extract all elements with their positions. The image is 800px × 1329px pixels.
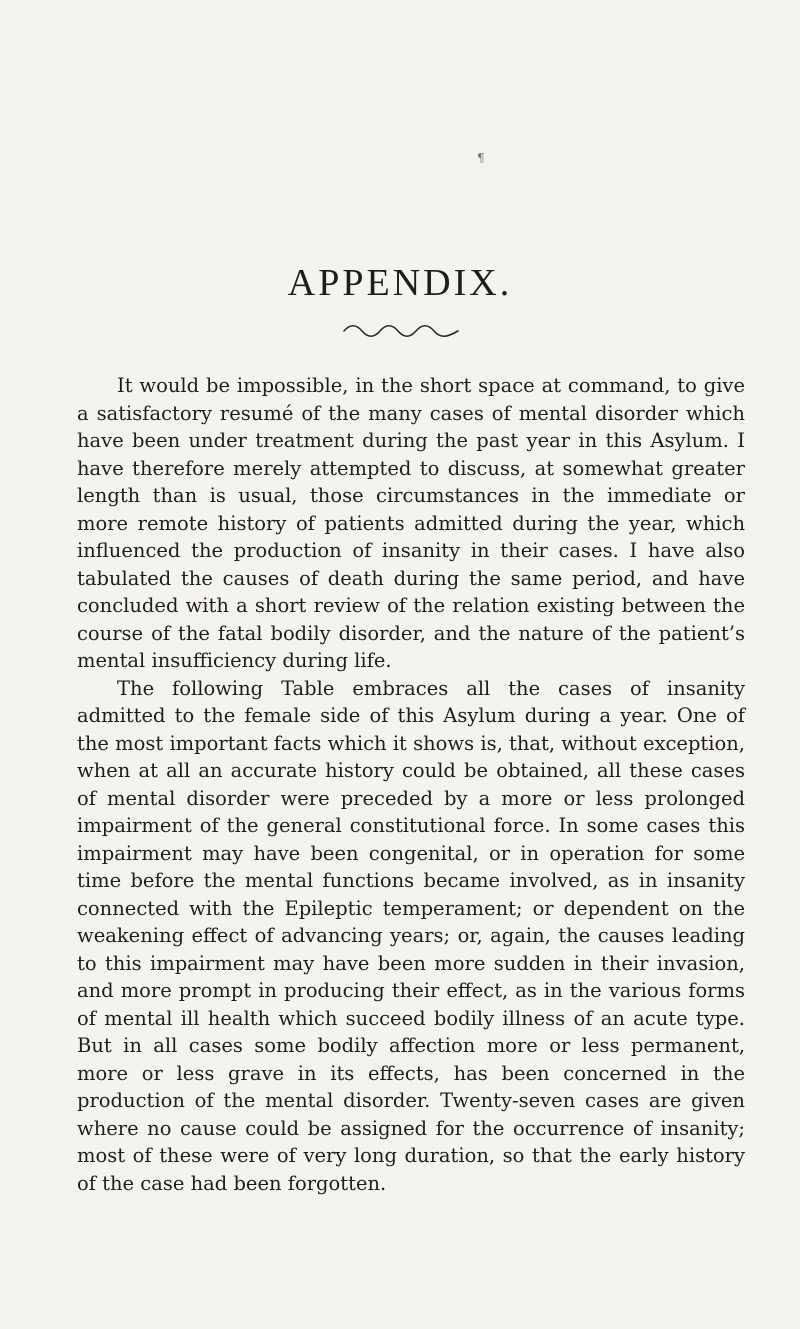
corner-mark: ¶	[477, 151, 485, 165]
ornament-divider	[342, 322, 460, 338]
paragraph-2: The following Table embraces all the cases of insanity admitted to the female side of this Asylum during a year. One of the most important facts which it shows is, that, without exception, when at all an accurate history could be obtained, all these cases of mental disorder were preceded by a more or less prolonged impairment of the general constitutional force. In some cases this impairment may have been congenital, or in operation for some time before the mental functions became involved, as in insanity connected with the Epileptic temperament; or dependent on the weakening effect of advancing years; or, again, the causes leading to this impairment may have been more sudden in their invasion, and more prompt in producing their effect, as in the various forms of mental ill health which succeed bodily illness of an acute type. But in all cases some bodily affection more or less permanent, more or less grave in its effects, has been concerned in the production of the mental disorder. Twenty-seven cases are given where no cause could be assigned for the occurrence of insanity; most of these were of very long duration, so that the early history of the case had been forgotten.	[77, 676, 745, 1195]
page-title: APPENDIX.	[287, 262, 513, 304]
body-text	[77, 372, 745, 1197]
paragraph-1: It would be impossible, in the short space at command, to give a satisfactory resumé of the many cases of mental disorder which have been under treatment during the past year in this Asylum. I have therefore merely attempted to discuss, at somewhat greater length than is usual, those circumstances in the immediate or more remote history of patients admitted during the year, which influenced the production of insanity in their cases. I have also tabulated the causes of death during the same period, and have concluded with a short review of the relation existing between the course of the fatal bodily disorder, and the nature of the patient’s mental insufficiency during life.	[77, 374, 745, 672]
